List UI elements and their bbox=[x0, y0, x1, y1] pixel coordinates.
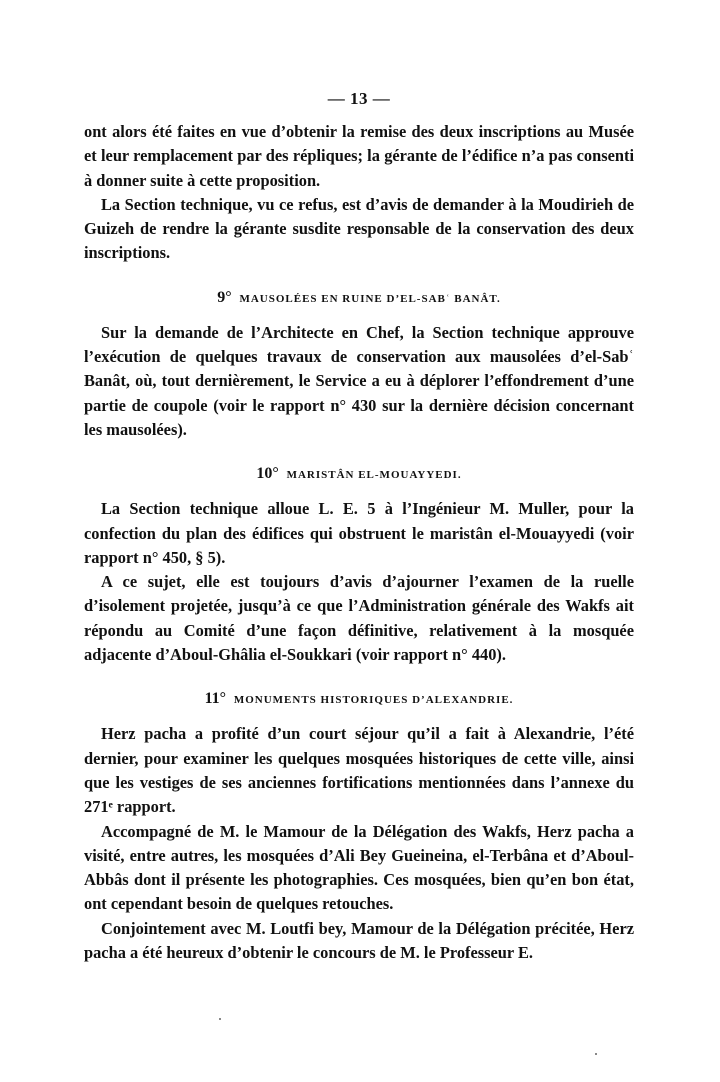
paragraph-maristan-ruelle: A ce sujet, elle est toujours d’avis d’ajourner l’examen de la ruelle d’isolement projetée, jusqu’à ce que l’Administration générale des Wakfs ait répondu au Comité d’une façon définitive, relativement à la mosquée adjacente d’Aboul-Ghâlia el-Soukkari (voir rapport n° 440). bbox=[84, 572, 634, 665]
paragraph-continuation: ont alors été faites en vue d’obtenir la remise des deux inscriptions au Musée et leur remplacement par des répliques; la gérante de l’édifice n’a pas consenti à donner suite à cette proposition. bbox=[84, 122, 634, 190]
paragraph-alexandrie-mosquees: Accompagné de M. le Mamour de la Délégation des Wakfs, Herz pacha a visité, entre autres, les mosquées d’Ali Bey Gueineina, el-Terbâna et d’Aboul-Abbâs dont il présente les photographies. Ces mosquées, bien qu’en bon état, ont cependant besoin de quelques retouches. bbox=[84, 821, 634, 914]
section-heading-9 bbox=[84, 288, 634, 309]
section-title: MONUMENTS HISTORIQUES D’ALEXANDRIE. bbox=[233, 694, 514, 707]
page-number: — 13 — bbox=[327, 89, 391, 108]
paragraph-alexandrie-sejour: Herz pacha a profité d’un court séjour qu’il a fait à Alexandrie, l’été dernier, pour examiner les quelques mosquées historiques de cette ville, ainsi que les vestiges de ses anciennes fortifications mentionnées dans l’annexe du 271ᵉ rapport. bbox=[84, 724, 634, 817]
section-number: 10° bbox=[256, 465, 279, 483]
section-title: MARISTÂN EL-MOUAYYEDI. bbox=[286, 469, 462, 482]
scan-speck bbox=[219, 1018, 221, 1020]
section-heading-11 bbox=[84, 689, 634, 710]
paragraph-maristan-plan: La Section technique alloue L. E. 5 à l’Ingénieur M. Muller, pour la confection du plan des édifices qui obstruent le maristân el-Mouayyedi (voir rapport n° 450, § 5). bbox=[84, 499, 634, 567]
section-number: 11° bbox=[204, 690, 227, 708]
section-title: MAUSOLÉES EN RUINE D’EL-SABʿ BANÂT. bbox=[239, 292, 501, 305]
document-page bbox=[84, 88, 634, 965]
scan-speck bbox=[595, 1053, 597, 1055]
paragraph-alexandrie-concours: Conjointement avec M. Loutfi bey, Mamour de la Délégation précitée, Herz pacha a été heureux d’obtenir le concours de M. le Professeur E. bbox=[84, 918, 634, 963]
section-heading-10 bbox=[84, 464, 634, 485]
paragraph-section-technique-refus: La Section technique, vu ce refus, est d’avis de demander à la Moudirieh de Guizeh de rendre la gérante susdite responsable de la conservation des deux inscriptions. bbox=[84, 194, 634, 263]
section-number: 9° bbox=[217, 288, 232, 306]
paragraph-mausolees: Sur la demande de l’Architecte en Chef, la Section technique approuve l’exécution de quelques travaux de conservation aux mausolées d’el-Sabʿ Banât, où, tout dernièrement, le Service a eu à déplorer l’effondrement d’une partie de coupole (voir le rapport n° 430 sur la dernière décision concernant les mausolées). bbox=[84, 322, 634, 439]
